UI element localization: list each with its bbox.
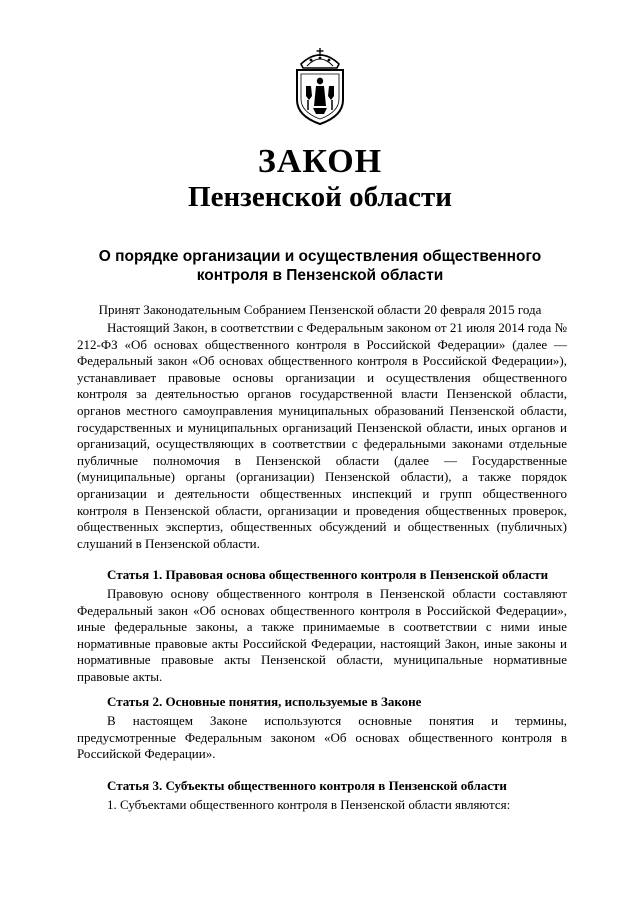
preamble-paragraph <box>77 320 567 552</box>
article-1-body <box>77 586 567 686</box>
article-3-item-1: 1. Субъектами общественного контроля в Пензенской области являются: <box>107 797 511 812</box>
preamble-text: Настоящий Закон, в соответствии с Федеральным законом от 21 июля 2014 года № 212-ФЗ «Об основах общественного контроля в Российской Федерации» (далее — Федеральный закон «Об основах общественного контроля в Российской Федерации»), устанавливает правовые основы организации и осуществления общественного контроля за деятельностью органов государственной власти Пензенской области, органов местного самоуправления муниципальных образований Пензенской области, государственных и муниципальных организаций Пензенской области, иных органов и организаций, осуществляющих в соответствии с федеральными законами отдельные публичные полномочия в Пензенской области (далее — Государственные (муниципальные) органы (организации) Пензенской области), а также порядок организации и деятельности общественных инспекций и групп общественного контроля в Пензенской области, организации и проведения общественных проверок, общественных экспертиз, общественных обсуждений и общественных (публичных) слушаний в Пензенской области. <box>77 320 567 551</box>
article-3-title: Статья 3. Субъекты общественного контроля в Пензенской области <box>107 778 507 793</box>
law-heading-line1: О порядке организации и осуществления общественного <box>98 248 542 265</box>
article-3-body <box>77 797 567 814</box>
article-2-body <box>77 713 567 763</box>
law-heading-line2: контроля в Пензенской области <box>196 267 444 284</box>
article-1-text: Правовую основу общественного контроля в Пензенской области составляют Федеральный закон «Об основах общественного контроля в Российской Федерации», иные федеральные законы, а также принимаемые в соответствии с ними иные нормативные правовые акты Российской Федерации, настоящий Закон, иные законы и нормативные правовые акты Пензенской области, муниципальные нормативные правовые акты. <box>77 586 567 684</box>
law-heading <box>96 247 544 285</box>
adoption-note: Принят Законодательным Собранием Пензенской области 20 февраля 2015 года <box>98 302 542 317</box>
article-2-title: Статья 2. Основные понятия, используемые в Законе <box>107 694 422 709</box>
article-1-title: Статья 1. Правовая основа общественного контроля в Пензенской области <box>107 567 549 582</box>
document-subtitle: Пензенской области <box>188 181 452 213</box>
document-title: ЗАКОН <box>257 143 383 180</box>
article-2-text: В настоящем Законе используются основные понятия и термины, предусмотренные Федеральным законом «Об основах общественного контроля в Российской Федерации». <box>77 713 567 762</box>
penza-coat-of-arms-emblem <box>287 44 353 126</box>
